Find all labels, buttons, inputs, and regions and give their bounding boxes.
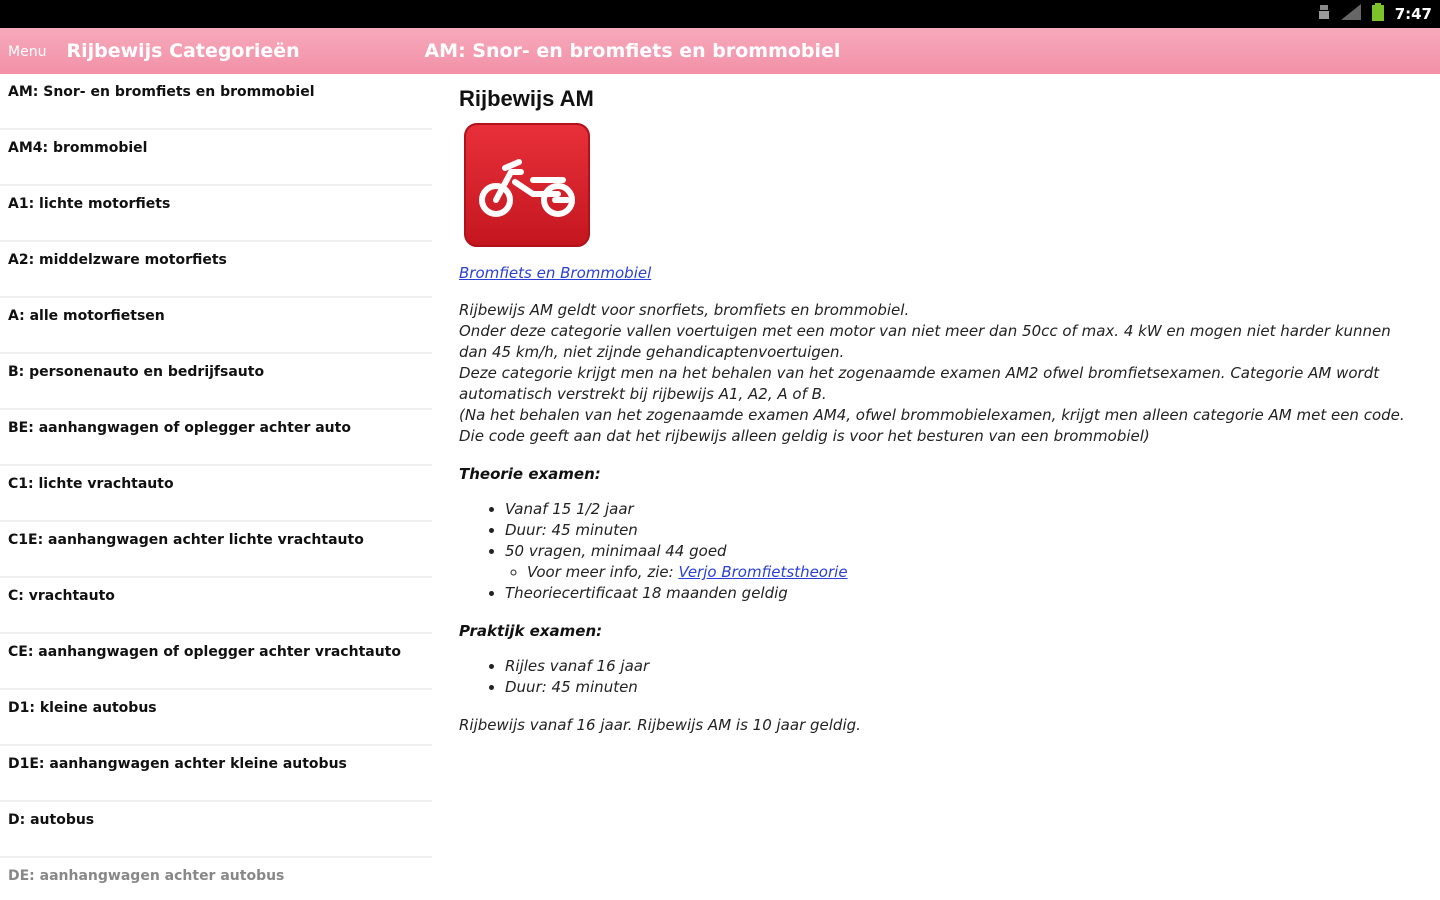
list-item[interactable]: AM: Snor- en bromfiets en brommobiel bbox=[0, 74, 432, 130]
list-item[interactable]: C1E: aanhangwagen achter lichte vrachtauto bbox=[0, 522, 432, 578]
list-item[interactable]: AM4: brommobiel bbox=[0, 130, 432, 186]
intro-line: Onder deze categorie vallen voertuigen met een motor van niet meer dan 50cc of max. 4 kW en mogen niet harder kunnen dan 45 km/h, niet zijnde gehandicaptenvoertuigen. bbox=[459, 322, 1391, 361]
list-item[interactable]: A1: lichte motorfiets bbox=[0, 186, 432, 242]
list-item: • Rijles vanaf 16 jaar bbox=[505, 656, 1419, 677]
list-item[interactable]: D1E: aanhangwagen achter kleine autobus bbox=[0, 746, 432, 802]
list-item[interactable]: BE: aanhangwagen of oplegger achter auto bbox=[0, 410, 432, 466]
category-list[interactable] bbox=[0, 74, 432, 900]
list-item[interactable]: D: autobus bbox=[0, 802, 432, 858]
list-item: • Duur: 45 minuten bbox=[505, 520, 1419, 541]
detail-content bbox=[459, 86, 1419, 734]
battery-icon bbox=[1371, 3, 1385, 25]
list-item[interactable]: A: alle motorfietsen bbox=[0, 298, 432, 354]
list-item: • Theoriecertificaat 18 maanden geldig bbox=[505, 583, 1419, 604]
status-bar bbox=[0, 0, 1440, 28]
menu-button[interactable]: Menu bbox=[8, 44, 47, 60]
app-title: Rijbewijs Categorieën bbox=[66, 40, 300, 62]
list-item[interactable]: CE: aanhangwagen of oplegger achter vrachtauto bbox=[0, 634, 432, 690]
list-item[interactable]: D1: kleine autobus bbox=[0, 690, 432, 746]
list-item bbox=[527, 562, 1419, 583]
category-link[interactable]: Bromfiets en Brommobiel bbox=[459, 264, 652, 282]
usb-debug-icon bbox=[1317, 4, 1331, 24]
practice-heading: Praktijk examen: bbox=[459, 622, 603, 640]
signal-icon bbox=[1341, 4, 1361, 24]
footer-text: Rijbewijs vanaf 16 jaar. Rijbewijs AM is 10 jaar geldig. bbox=[459, 716, 861, 734]
page-title: Rijbewijs AM bbox=[459, 86, 594, 111]
list-item bbox=[505, 541, 1419, 583]
list-item-text: 50 vragen, minimaal 44 goed bbox=[505, 542, 727, 560]
intro-line: Deze categorie krijgt men na het behalen van het zogenaamde examen AM2 ofwel bromfietsexamen. Categorie AM wordt automatisch verstrekt bij rijbewijs A1, A2, A of B. bbox=[459, 364, 1380, 403]
theory-list bbox=[459, 499, 1419, 604]
list-item[interactable]: A2: middelzware motorfiets bbox=[0, 242, 432, 298]
verjo-link[interactable]: Verjo Bromfietstheorie bbox=[678, 563, 848, 581]
clock: 7:47 bbox=[1394, 5, 1432, 23]
theory-heading: Theorie examen: bbox=[459, 465, 601, 483]
list-item[interactable]: DE: aanhangwagen achter autobus bbox=[0, 858, 432, 900]
intro-text bbox=[459, 300, 1419, 447]
action-bar bbox=[0, 28, 1440, 74]
info-prefix: Voor meer info, zie: bbox=[527, 563, 679, 581]
theory-sublist bbox=[505, 562, 1419, 583]
list-item: • Duur: 45 minuten bbox=[505, 677, 1419, 698]
detail-title: AM: Snor- en bromfiets en brommobiel bbox=[424, 40, 841, 62]
intro-line: (Na het behalen van het zogenaamde examen AM4, ofwel brommobielexamen, krijgt men alleen categorie AM met een code. Die code geeft aan dat het rijbewijs alleen geldig is voor het besturen van een brommobiel) bbox=[459, 406, 1405, 445]
list-item[interactable]: C1: lichte vrachtauto bbox=[0, 466, 432, 522]
intro-line: Rijbewijs AM geldt voor snorfiets, bromfiets en brommobiel. bbox=[459, 301, 910, 319]
list-item: • Vanaf 15 1/2 jaar bbox=[505, 499, 1419, 520]
practice-list bbox=[459, 656, 1419, 698]
list-item[interactable]: C: vrachtauto bbox=[0, 578, 432, 634]
list-item[interactable]: B: personenauto en bedrijfsauto bbox=[0, 354, 432, 410]
moped-icon bbox=[463, 122, 591, 248]
